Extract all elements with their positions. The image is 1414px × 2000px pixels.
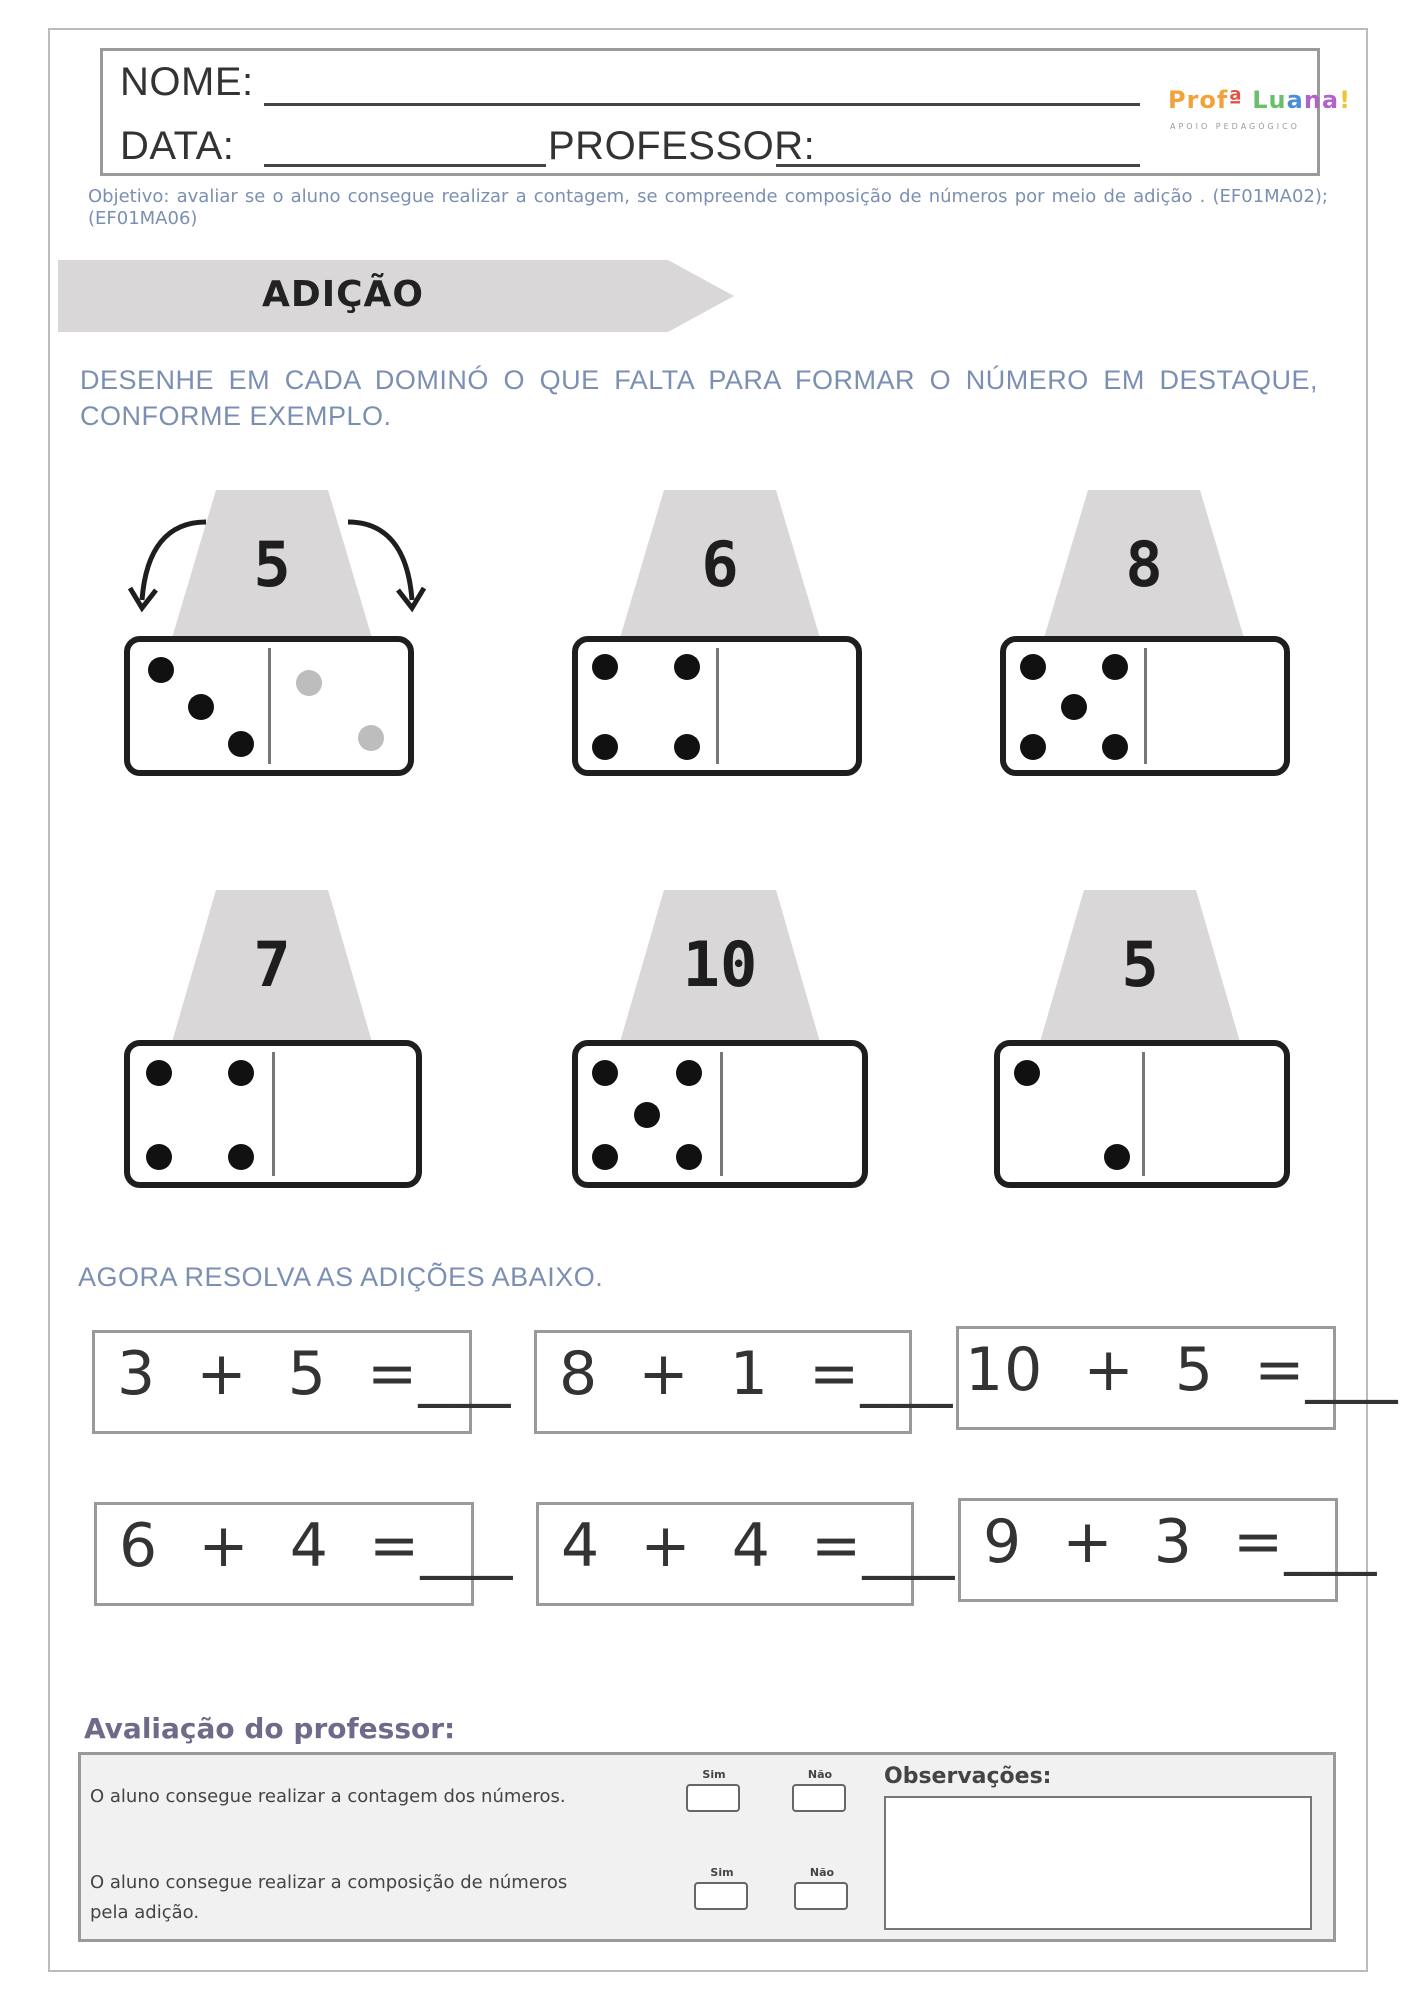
domino-pip xyxy=(674,734,700,760)
domino-pip xyxy=(228,1144,254,1170)
addition-box[interactable] xyxy=(534,1330,954,1434)
target-number: 6 xyxy=(701,528,739,601)
target-number: 5 xyxy=(1121,928,1159,1001)
domino-divider xyxy=(720,1052,723,1176)
nome-label: NOME: xyxy=(120,60,254,104)
domino-exercise xyxy=(572,636,862,776)
observations-label: Observações: xyxy=(884,1764,1052,1789)
domino-pip xyxy=(1014,1060,1040,1086)
addition-expression: 4 + 4 =___ xyxy=(561,1511,956,1581)
domino-divider xyxy=(268,648,271,764)
domino-divider xyxy=(716,648,719,764)
target-number: 7 xyxy=(253,928,291,1001)
domino-pip xyxy=(1102,734,1128,760)
addition-box[interactable] xyxy=(94,1502,514,1606)
evaluation-question-counting: O aluno consegue realizar a contagem dos números. xyxy=(90,1786,566,1807)
domino-pip xyxy=(1020,654,1046,680)
checkbox-sim[interactable] xyxy=(694,1882,748,1910)
domino-exercise xyxy=(994,1040,1290,1188)
target-number: 10 xyxy=(682,928,758,1001)
domino-pip xyxy=(146,1060,172,1086)
option-sim-label: Sim xyxy=(702,1768,726,1781)
target-number: 8 xyxy=(1125,528,1163,601)
domino-pip xyxy=(676,1060,702,1086)
domino-exercise xyxy=(124,1040,422,1188)
option-nao-label: Não xyxy=(809,1866,835,1879)
domino-pip xyxy=(228,1060,254,1086)
addition-box[interactable] xyxy=(536,1502,956,1606)
nome-field[interactable] xyxy=(264,103,1140,106)
domino-divider xyxy=(272,1052,275,1176)
domino-pip xyxy=(592,1144,618,1170)
domino-example xyxy=(124,636,414,776)
observations-field[interactable] xyxy=(884,1796,1312,1930)
evaluation-title: Avaliação do professor: xyxy=(84,1712,456,1745)
professor-field[interactable] xyxy=(776,164,1140,167)
addition-expression: 9 + 3 =___ xyxy=(983,1507,1378,1577)
objetivo-text: Objetivo: avaliar se o aluno consegue realizar a contagem, se compreende composição de números por meio de adição . (EF01MA02); (EF01MA06) xyxy=(88,186,1328,229)
domino-drawing-area[interactable] xyxy=(1150,1052,1276,1176)
domino-pip xyxy=(148,657,174,683)
domino-exercise xyxy=(1000,636,1290,776)
professor-label: PROFESSOR: xyxy=(548,124,816,168)
curved-arrow-right-icon xyxy=(330,508,426,618)
instruction-text: DESENHE EM CADA DOMINÓ O QUE FALTA PARA FORMAR O NÚMERO EM DESTAQUE, CONFORME EXEMPLO. xyxy=(80,365,1318,431)
domino-drawing-area[interactable] xyxy=(728,1052,854,1176)
domino-drawing-area[interactable] xyxy=(1152,648,1276,764)
checkbox-sim[interactable] xyxy=(686,1784,740,1812)
addition-expression: 3 + 5 =___ xyxy=(117,1339,512,1409)
domino-pip xyxy=(1020,734,1046,760)
domino-divider xyxy=(1144,648,1147,764)
option-sim-label: Sim xyxy=(710,1866,734,1879)
domino-pip xyxy=(228,731,254,757)
section-title: ADIÇÃO xyxy=(262,274,425,315)
domino-pip xyxy=(592,1060,618,1086)
addition-expression: 10 + 5 =___ xyxy=(965,1335,1399,1405)
addition-box[interactable] xyxy=(956,1326,1399,1430)
evaluation-question-composition: O aluno consegue realizar a composição de números xyxy=(90,1872,568,1893)
domino-pip xyxy=(592,734,618,760)
domino-pip-drawn xyxy=(358,725,384,751)
domino-pip xyxy=(146,1144,172,1170)
domino-pip xyxy=(188,694,214,720)
addition-expression: 6 + 4 =___ xyxy=(119,1511,514,1581)
addition-expression: 8 + 1 =___ xyxy=(559,1339,954,1409)
curved-arrow-left-icon xyxy=(128,508,224,618)
domino-exercise xyxy=(572,1040,868,1188)
checkbox-nao[interactable] xyxy=(794,1882,848,1910)
domino-pip xyxy=(1102,654,1128,680)
data-label: DATA: xyxy=(120,124,235,168)
logo-subtitle: APOIO PEDAGÓGICO xyxy=(1170,122,1300,131)
subtitle-text: AGORA RESOLVA AS ADIÇÕES ABAIXO. xyxy=(78,1262,604,1292)
domino-pip xyxy=(1061,694,1087,720)
addition-box[interactable] xyxy=(92,1330,512,1434)
domino-pip xyxy=(592,654,618,680)
option-nao-label: Não xyxy=(807,1768,833,1781)
addition-box[interactable] xyxy=(958,1498,1378,1602)
domino-pip-drawn xyxy=(296,670,322,696)
domino-drawing-area[interactable] xyxy=(724,648,848,764)
target-number: 5 xyxy=(253,528,291,601)
logo: Profª Luana! xyxy=(1168,86,1352,114)
domino-pip xyxy=(674,654,700,680)
domino-divider xyxy=(1142,1052,1145,1176)
domino-pip xyxy=(676,1144,702,1170)
checkbox-nao[interactable] xyxy=(792,1784,846,1812)
data-field[interactable] xyxy=(264,164,546,167)
domino-drawing-area[interactable] xyxy=(280,1052,408,1176)
evaluation-question-composition-cont: pela adição. xyxy=(90,1902,200,1923)
domino-pip xyxy=(634,1102,660,1128)
domino-pip xyxy=(1104,1144,1130,1170)
